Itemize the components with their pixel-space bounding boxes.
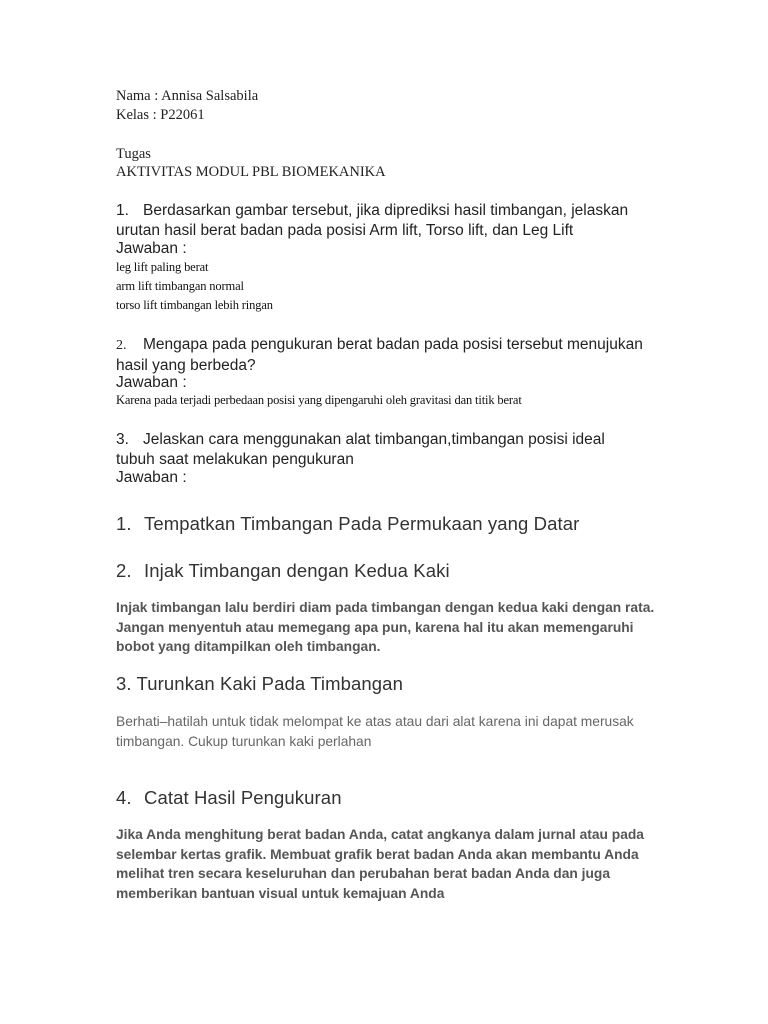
step-3-title: Turunkan Kaki Pada Timbangan [136,673,403,694]
task-label: Tugas [116,146,151,162]
question-1 [116,201,656,240]
question-1-answer-2: arm lift timbangan normal [116,279,244,293]
question-2-number: 2. [116,338,127,353]
student-name: Nama : Annisa Salsabila [116,88,259,104]
question-2-answer-label: Jawaban : [116,374,187,391]
question-2 [116,335,661,375]
question-3-number: 3. [116,431,129,448]
question-1-answer-3: torso lift timbangan lebih ringan [116,298,273,312]
step-2-heading [116,560,450,582]
question-1-number: 1. [116,202,129,219]
question-3 [116,430,636,469]
question-1-answer-label: Jawaban : [116,240,187,257]
step-4-title: Catat Hasil Pengukuran [144,787,342,808]
step-2-title: Injak Timbangan dengan Kedua Kaki [144,560,450,581]
question-1-text: Berdasarkan gambar tersebut, jika diprediksi hasil timbangan, jelaskan urutan hasil berat badan pada posisi Arm lift, Torso lift, dan Leg Lift [116,202,629,239]
step-1-heading [116,513,579,535]
step-2-body: Injak timbangan lalu berdiri diam pada timbangan dengan kedua kaki dengan rata. Jangan menyentuh atau memegang apa pun, karena hal itu akan memengaruhi bobot yang ditampilkan oleh timbangan. [116,600,655,654]
student-class: Kelas : P22061 [116,107,205,123]
step-1-title: Tempatkan Timbangan Pada Permukaan yang Datar [144,513,580,534]
step-2-number: 2. [116,560,132,581]
task-title: AKTIVITAS MODUL PBL BIOMEKANIKA [116,164,386,180]
question-3-answer-label: Jawaban : [116,469,187,486]
question-2-answer-1: Karena pada terjadi perbedaan posisi yang dipengaruhi oleh gravitasi dan titik berat [116,393,522,407]
step-4-heading [116,787,342,809]
question-3-text: Jelaskan cara menggunakan alat timbangan,timbangan posisi ideal tubuh saat melakukan pengukuran [116,431,605,468]
step-1-number: 1. [116,513,132,534]
step-3-heading [116,673,403,695]
question-1-answer-1: leg lift paling berat [116,260,209,274]
step-3-body: Berhati–hatilah untuk tidak melompat ke atas atau dari alat karena ini dapat merusak timbangan. Cukup turunkan kaki perlahan [116,714,634,749]
question-2-text: Mengapa pada pengukuran berat badan pada posisi tersebut menujukan hasil yang berbeda? [116,336,643,374]
step-4-number: 4. [116,787,132,808]
step-4-body: Jika Anda menghitung berat badan Anda, catat angkanya dalam jurnal atau pada selembar kertas grafik. Membuat grafik berat badan Anda akan membantu Anda melihat tren secara keseluruhan dan perubahan berat badan Anda dan juga memberikan bantuan visual untuk kemajuan Anda [116,827,644,901]
step-3-number: 3. [116,673,132,694]
